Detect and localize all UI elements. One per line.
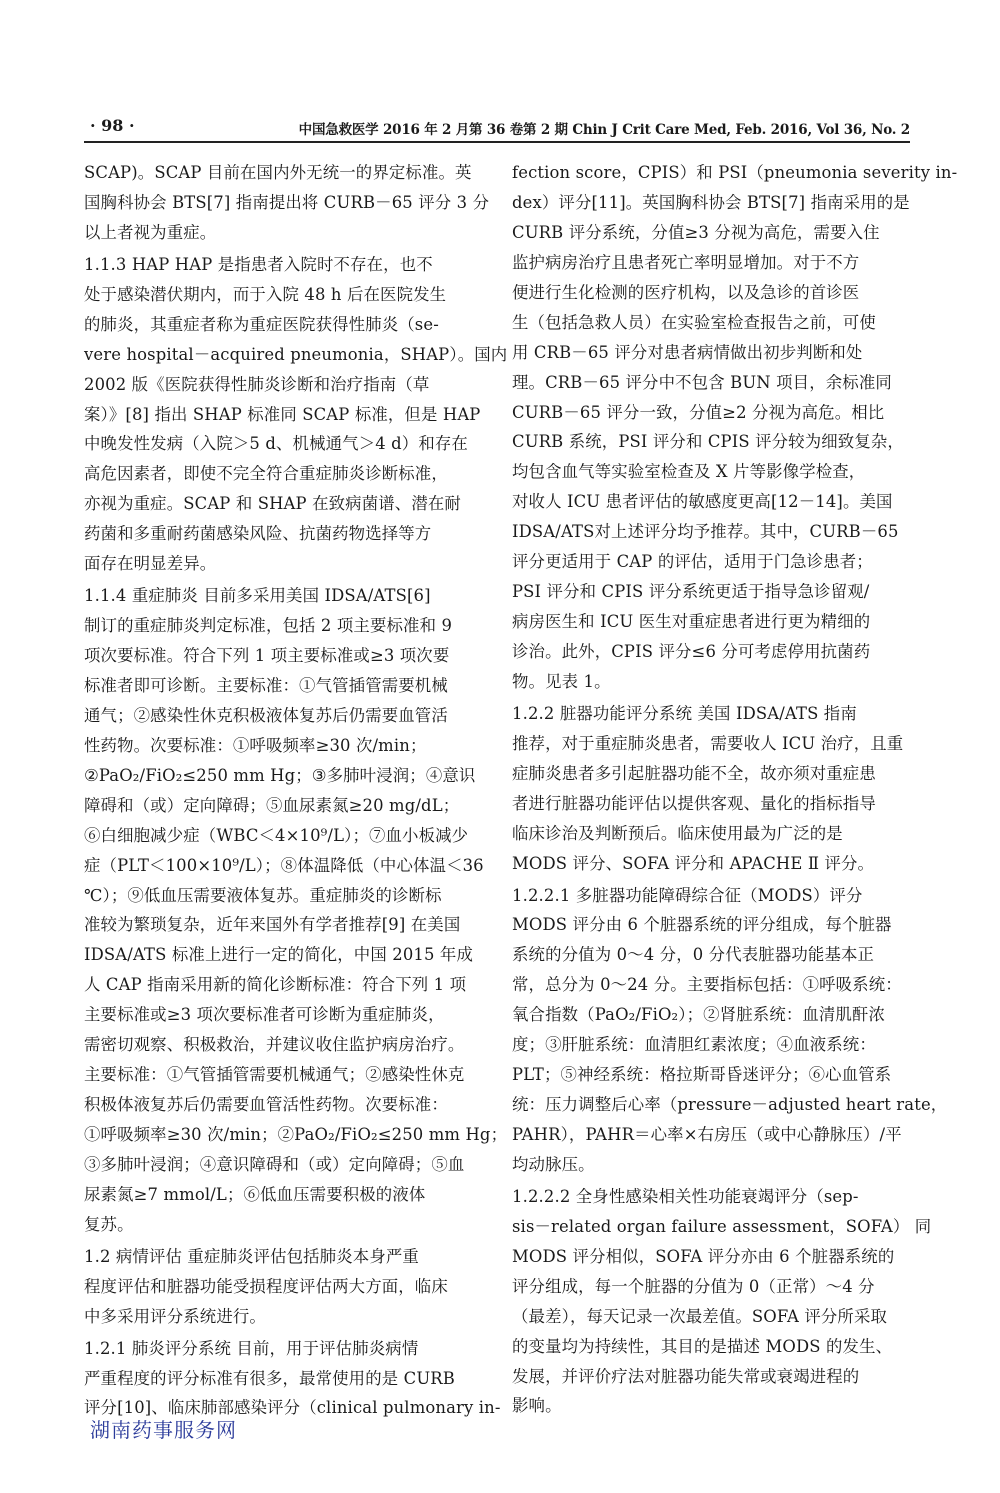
text-line: 的变量均为持续性，其目的是描述 MODS 的发生、 bbox=[512, 1336, 893, 1356]
text-line: 中晚发性发病（入院＞5 d、机械通气＞4 d）和存在 bbox=[84, 434, 468, 454]
text-line: 标准者即可诊断。主要标准：①气管插管需要机械 bbox=[84, 675, 448, 695]
text-line: IDSA/ATS 标准上进行一定的简化，中国 2015 年成 bbox=[84, 945, 474, 965]
text-line: 物。见表 1。 bbox=[512, 671, 611, 691]
text-line: 制订的重症肺炎判定标准，包括 2 项主要标准和 9 bbox=[84, 616, 453, 636]
text-line: 的肺炎，其重症者称为重症医院获得性肺炎（se- bbox=[84, 314, 439, 334]
text-line: 药菌和多重耐药菌感染风险、抗菌药物选择等方 bbox=[84, 524, 432, 544]
text-line: 通气；②感染性休克积极液体复苏后仍需要血管活 bbox=[84, 705, 448, 725]
text-line: 1.2.2.1 多脏器功能障碍综合征（MODS）评分 bbox=[512, 885, 863, 905]
text-line: 发展，并评价疗法对脏器功能失常或衰竭进程的 bbox=[512, 1366, 860, 1386]
text-line: dex）评分[11]。英国胸科协会 BTS[7] 指南采用的是 bbox=[512, 192, 910, 212]
text-line: IDSA/ATS对上述评分均予推荐。其中，CURB－65 bbox=[512, 522, 899, 542]
text-line: CURB 系统，PSI 评分和 CPIS 评分较为细致复杂， bbox=[512, 432, 904, 452]
text-line: 统：压力调整后心率（pressure－adjusted heart rate， bbox=[512, 1095, 948, 1115]
text-line: 积极体液复苏后仍需要血管活性药物。次要标准： bbox=[84, 1095, 448, 1115]
text-line: SCAP)。SCAP 目前在国内外无统一的界定标准。英 bbox=[84, 163, 472, 182]
text-line: ℃）；⑨低血压需要液体复苏。重症肺炎的诊断标 bbox=[84, 885, 442, 905]
text-line: 系统的分值为 0～4 分，0 分代表脏器功能基本正 bbox=[512, 945, 875, 965]
text-line: 常，总分为 0～24 分。主要指标包括：①呼吸系统： bbox=[512, 975, 902, 995]
text-line: 理。CRB－65 评分中不包含 BUN 项目，余标准同 bbox=[512, 372, 892, 392]
running-head: 中国急救医学 2016 年 2 月第 36 卷第 2 期 Chin J Crit Care Med, Feb. 2016, Vol 36, No. 2 bbox=[298, 122, 910, 138]
text-line: 国胸科协会 BTS[7] 指南提出将 CURB－65 评分 3 分 bbox=[84, 192, 490, 212]
left-column bbox=[84, 158, 508, 1423]
text-line: CURB－65 评分一致，分值≥2 分视为高危。相比 bbox=[512, 402, 885, 422]
text-line: MODS 评分、SOFA 评分和 APACHE Ⅱ 评分。 bbox=[512, 853, 875, 873]
text-line: PAHR），PAHR＝心率×右房压（或中心静脉压）/平 bbox=[512, 1125, 902, 1144]
text-line: 评分组成，每一个脏器的分值为 0（正常）～4 分 bbox=[512, 1276, 875, 1296]
text-line: 障碍和（或）定向障碍；⑤血尿素氮≥20 mg/dL； bbox=[84, 795, 460, 815]
text-line: 处于感染潜伏期内，而于入院 48 h 后在医院发生 bbox=[84, 284, 447, 304]
right-column bbox=[512, 158, 958, 1421]
text-line: PLT；⑤神经系统：格拉斯哥昏迷评分；⑥心血管系 bbox=[512, 1065, 892, 1085]
text-line: 以上者视为重症。 bbox=[84, 222, 217, 242]
text-line: 尿素氮≥7 mmol/L；⑥低血压需要积极的液体 bbox=[84, 1184, 426, 1204]
text-line: ①呼吸频率≥30 次/min；②PaO₂/FiO₂≤250 mm Hg； bbox=[84, 1125, 508, 1144]
text-line: sis－related organ failure assessment，SOFA） 同 bbox=[512, 1216, 932, 1236]
text-line: 症（PLT＜100×10⁹/L）；⑧体温降低（中心体温＜36 bbox=[84, 855, 484, 875]
page-header bbox=[84, 116, 910, 138]
text-line: MODS 评分相似，SOFA 评分亦由 6 个脏器系统的 bbox=[512, 1246, 895, 1266]
watermark-text: 湖南药事服务网 bbox=[90, 1418, 237, 1442]
text-line: 症肺炎患者多引起脏器功能不全，故亦须对重症患 bbox=[512, 763, 876, 783]
text-line: 推荐，对于重症肺炎患者，需要收人 ICU 治疗，且重 bbox=[512, 733, 904, 753]
text-line: PSI 评分和 CPIS 评分系统更适于指导急诊留观/ bbox=[512, 582, 870, 602]
text-line: 1.2 病情评估 重症肺炎评估包括肺炎本身严重 bbox=[84, 1246, 419, 1266]
text-line: 诊治。此外，CPIS 评分≤6 分可考虑停用抗菌药 bbox=[512, 642, 871, 661]
text-line: 病房医生和 ICU 医生对重症患者进行更为精细的 bbox=[512, 612, 871, 632]
text-line: 对收人 ICU 患者评估的敏感度更高[12－14]。美国 bbox=[512, 492, 893, 512]
text-line: CURB 评分系统，分值≥3 分视为高危，需要入住 bbox=[512, 222, 880, 242]
text-line: 度；③肝脏系统：血清胆红素浓度；④血液系统： bbox=[512, 1035, 876, 1055]
text-line: 亦视为重症。SCAP 和 SHAP 在致病菌谱、潜在耐 bbox=[84, 494, 461, 514]
text-line: 影响。 bbox=[512, 1396, 562, 1416]
text-line: ②PaO₂/FiO₂≤250 mm Hg；③多肺叶浸润；④意识 bbox=[84, 765, 476, 785]
text-line: vere hospital－acquired pneumonia，SHAP）。国内 bbox=[84, 344, 508, 364]
text-line: 1.1.4 重症肺炎 目前多采用美国 IDSA/ATS[6] bbox=[84, 586, 431, 606]
text-line: 主要标准：①气管插管需要机械通气；②感染性休克 bbox=[84, 1065, 465, 1085]
text-line: 2002 版《医院获得性肺炎诊断和治疗指南（草 bbox=[84, 374, 430, 394]
text-line: 程度评估和脏器功能受损程度评估两大方面，临床 bbox=[84, 1276, 448, 1296]
text-line: fection score，CPIS）和 PSI（pneumonia severity in- bbox=[512, 163, 958, 182]
text-line: 严重程度的评分标准有很多，最常使用的是 CURB bbox=[84, 1368, 455, 1388]
text-line: 性药物。次要标准：①呼吸频率≥30 次/min； bbox=[84, 735, 427, 755]
text-line: 案）》[8] 指出 SHAP 标准同 SCAP 标准，但是 HAP bbox=[84, 404, 481, 424]
text-line: 均动脉压。 bbox=[512, 1154, 595, 1174]
text-line: 者进行脏器功能评估以提供客观、量化的指标指导 bbox=[512, 793, 876, 813]
text-line: 复苏。 bbox=[84, 1214, 134, 1234]
text-line: 评分[10]、临床肺部感染评分（clinical pulmonary in- bbox=[84, 1398, 501, 1418]
text-line: 均包含血气等实验室检查及 X 片等影像学检查， bbox=[512, 462, 866, 482]
text-line: 评分更适用于 CAP 的评估，适用于门急诊患者； bbox=[512, 552, 873, 572]
text-line: 中多采用评分系统进行。 bbox=[84, 1306, 266, 1326]
text-line: ③多肺叶浸润；④意识障碍和（或）定向障碍；⑤血 bbox=[84, 1154, 465, 1174]
text-line: 1.2.2.2 全身性感染相关性功能衰竭评分（sep- bbox=[512, 1186, 859, 1206]
text-line: 便进行生化检测的医疗机构，以及急诊的首诊医 bbox=[512, 282, 860, 302]
text-line: 主要标准或≥3 项次要标准者可诊断为重症肺炎， bbox=[84, 1005, 445, 1025]
text-line: 面存在明显差异。 bbox=[84, 554, 217, 574]
page-number: · 98 · bbox=[90, 116, 135, 135]
text-line: 临床诊治及判断预后。临床使用最为广泛的是 bbox=[512, 823, 843, 843]
text-line: 生（包括急救人员）在实验室检查报告之前，可使 bbox=[512, 312, 876, 332]
text-line: MODS 评分由 6 个脏器系统的评分组成，每个脏器 bbox=[512, 915, 892, 935]
text-line: 人 CAP 指南采用新的简化诊断标准：符合下列 1 项 bbox=[84, 975, 467, 995]
text-line: 1.2.1 肺炎评分系统 目前，用于评估肺炎病情 bbox=[84, 1338, 419, 1358]
text-line: 1.1.3 HAP HAP 是指患者入院时不存在，也不 bbox=[84, 254, 433, 274]
header-rule bbox=[84, 141, 910, 143]
text-line: 需密切观察、积极救治，并建议收住监护病房治疗。 bbox=[84, 1035, 465, 1055]
text-line: ⑥白细胞减少症（WBC＜4×10⁹/L）；⑦血小板减少 bbox=[84, 825, 469, 845]
text-line: 监护病房治疗且患者死亡率明显增加。对于不方 bbox=[512, 252, 860, 272]
text-line: 氧合指数（PaO₂/FiO₂）；②肾脏系统：血清肌酐浓 bbox=[512, 1005, 886, 1025]
text-line: （最差），每天记录一次最差值。SOFA 评分所采取 bbox=[512, 1306, 888, 1326]
text-line: 1.2.2 脏器功能评分系统 美国 IDSA/ATS 指南 bbox=[512, 703, 857, 723]
text-line: 准较为繁琐复杂，近年来国外有学者推荐[9] 在美国 bbox=[84, 915, 461, 935]
text-line: 用 CRB－65 评分对患者病情做出初步判断和处 bbox=[512, 342, 863, 362]
text-line: 项次要标准。符合下列 1 项主要标准或≥3 项次要 bbox=[84, 646, 450, 665]
text-line: 高危因素者，即使不完全符合重症肺炎诊断标准， bbox=[84, 464, 448, 484]
